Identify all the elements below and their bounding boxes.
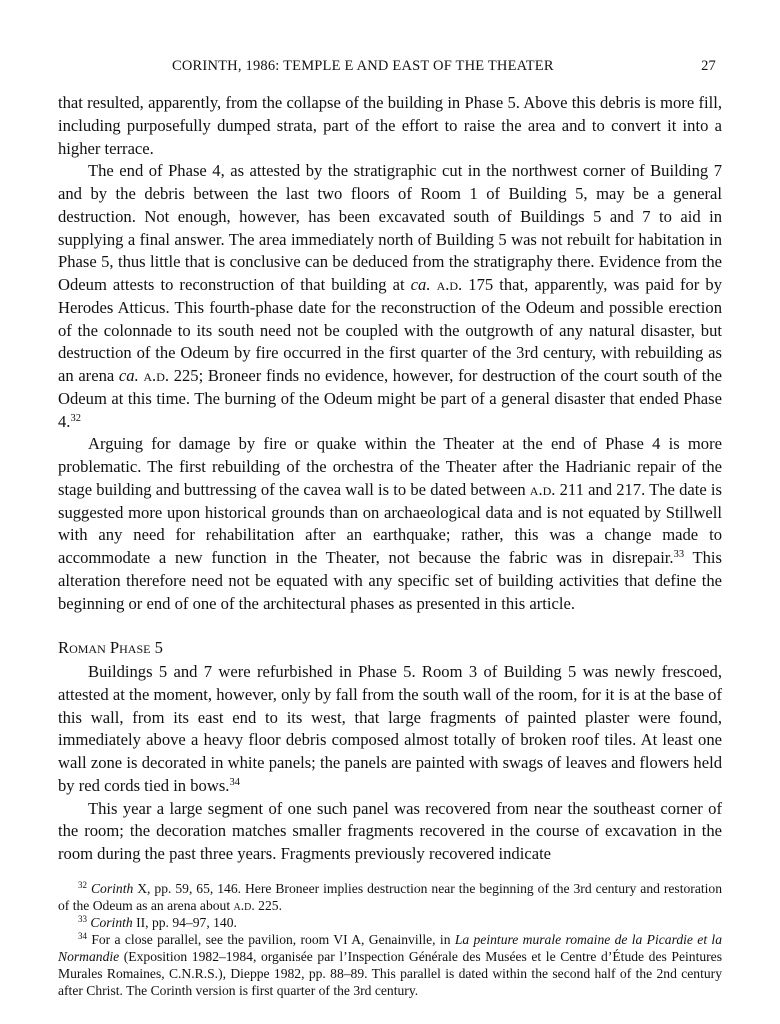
page-number: 27	[701, 58, 716, 74]
footnote-34	[58, 931, 722, 999]
footnote-ref[interactable]: 34	[229, 776, 240, 788]
footnote-ref[interactable]: 32	[70, 412, 81, 424]
running-title: CORINTH, 1986: TEMPLE E AND EAST OF THE THEATER	[172, 58, 554, 74]
era-abbrev: a.d.	[143, 366, 170, 385]
footnote-text: X, pp. 59, 65, 146. Here Broneer implies destruction near the beginning of the 3rd century and restoration of the Odeum as an arena about	[58, 880, 722, 913]
italic-abbrev: ca.	[410, 275, 431, 294]
footnote-ref[interactable]: 33	[673, 549, 685, 560]
era-abbrev: a.d.	[529, 479, 556, 499]
italic-abbrev: ca.	[118, 366, 139, 385]
running-header	[58, 56, 722, 80]
italic-title: Corinth	[90, 914, 133, 930]
footnote-number: 32	[78, 879, 87, 890]
paragraph-phase4-end	[58, 160, 722, 433]
paragraph-text: This alteration therefore need not be equated with any specific set of building activities that define the beginning or end of one of the architectural phases as presented in this article.	[58, 548, 722, 613]
footnote-text: II, pp. 94–97, 140.	[132, 914, 237, 930]
era-abbrev: a.d.	[233, 897, 255, 913]
section-heading: Roman Phase 5	[58, 638, 163, 658]
italic-title: Corinth	[90, 880, 134, 896]
footnotes	[58, 880, 722, 999]
italic-title: La peinture murale romaine de la Picardie et la Normandie	[58, 931, 723, 964]
footnote-32	[58, 880, 722, 914]
era-abbrev: a.d.	[436, 275, 463, 294]
paragraph-text: that resulted, apparently, from the collapse of the building in Phase 5. Above this debris is more fill, including purposefully dumped strata, part of the effort to raise the area and to convert it into a higher terrace.	[58, 93, 722, 158]
paragraph-refurbished	[58, 661, 722, 798]
paragraph-continued	[58, 92, 722, 160]
footnote-text: (Exposition 1982–1984, organisée par l’Inspection Générale des Musées et le Centre d’Étude des Peintures Murales Romaines, C.N.R.S.), Dieppe 1982, pp. 88–89. This parallel is dated within the second half of the 2nd century after Christ. The Corinth version is first quarter of the 3rd century.	[58, 948, 722, 998]
paragraph-text: 211 and 217. The date is suggested more upon historical grounds than on archaeological data and is not equated by Stillwell with any need for rehabilitation after an earthquake; rather, this was a change made to accommodate a new function in the Theater, not because the fabric was in disrepair.	[58, 479, 722, 567]
footnote-text: 225.	[254, 897, 282, 913]
paragraph-panel	[58, 798, 722, 866]
paragraph-text: This year a large segment of one such panel was recovered from near the southeast corner of the room; the decoration matches smaller fragments recovered in the course of excavation in the room during the past three years. Fragments previously recovered indicate	[58, 798, 722, 863]
paragraph-text: 225; Broneer finds no evidence, however, for destruction of the court south of the Odeum at this time. The burning of the Odeum might be part of a general disaster that ended Phase 4.	[58, 366, 722, 431]
journal-page	[58, 56, 722, 999]
paragraph-theater	[58, 433, 722, 615]
footnote-text: For a close parallel, see the pavilion, room VI A, Genainville, in	[91, 931, 455, 947]
paragraph-text: Arguing for damage by fire or quake within the Theater at the end of Phase 4 is more problematic. The first rebuilding of the orchestra of the Theater after the Hadrianic repair of the stage building and buttressing of the cavea wall is to be dated between	[58, 434, 722, 499]
body-text	[58, 92, 722, 866]
paragraph-text: 175 that, apparently, was paid for by Herodes Atticus. This fourth-phase date for the reconstruction of the Odeum and possible erection of the colonnade to its south need not be coupled with the outgrowth of any natural disaster, but destruction of the Odeum by fire occurred in the first quarter of the 3rd century, with rebuilding as an arena	[58, 275, 722, 385]
footnote-33	[58, 914, 722, 931]
paragraph-text: The end of Phase 4, as attested by the stratigraphic cut in the northwest corner of Building 7 and by the debris between the last two floors of Room 1 of Building 5, may be a general destruction. Not enough, however, has been excavated south of Buildings 5 and 7 to aid in supplying a final answer. The area immediately north of Building 5 was not rebuilt for habitation in Phase 5, thus little that is conclusive can be deduced from the stratigraphy there. Evidence from the Odeum attests to reconstruction of that building at	[58, 161, 722, 294]
paragraph-text: Buildings 5 and 7 were refurbished in Phase 5. Room 3 of Building 5 was newly frescoed, attested at the moment, however, only by fall from the south wall of the room, for it is at the base of this wall, from its east end to its west, that large fragments of painted plaster were found, immediately above a heavy floor debris composed almost totally of broken roof tiles. At least one wall zone is decorated in white panels; the panels are painted with swags of leaves and flowers held by red cords tied in bows.	[58, 662, 722, 795]
footnote-number: 34	[78, 930, 87, 941]
footnote-number: 33	[78, 913, 87, 924]
